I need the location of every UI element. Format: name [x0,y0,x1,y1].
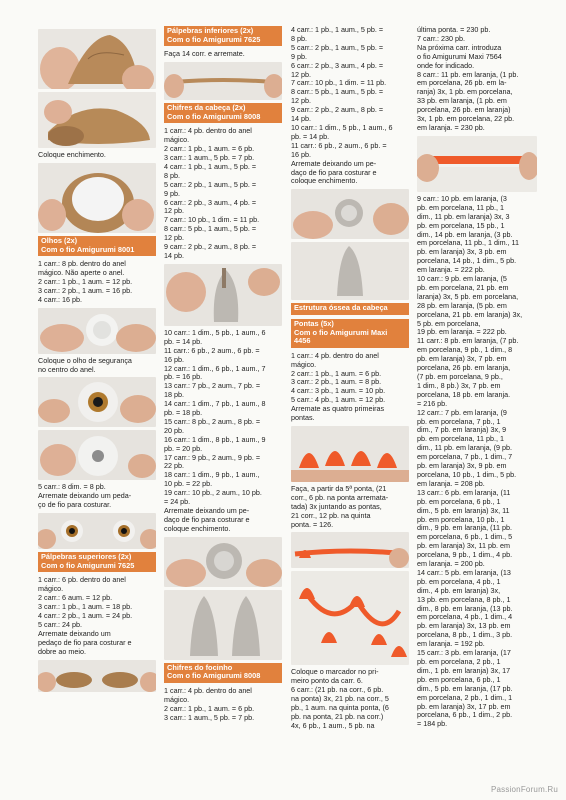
points-instructions: 1 carr.: 4 pb. dentro do anel mágico. 2 carr.: 1 pb., 1 aum. = 6 pb. 3 carr.: 2 pb., 1 aum. = 8 pb. 4 carr.: 3 pb., 1 aum. = 10 pb. 5 carr.: 4 pb., 1 aum. = 12 pb. Arremate as quatro primeiras pontas. [291,351,386,423]
photo-horn-grey [164,264,282,326]
upper-lids-instructions: 1 carr.: 6 pb. dentro do anel mágico. 2 carr.: 6 aum. = 12 pb. 3 carr.: 1 pb., 1 aum. = 18 pb. 4 carr.: 2 pb., 1 aum. = 24 pb. 5 carr.: 24 pb. Arremate deixando um pedaço de fio para costurar e dobre ao meio. [38,576,133,656]
column-4 [417,26,537,730]
photo-upper-lids [38,660,156,692]
rows-instructions: 9 carr.: 10 pb. em laranja, (3 pb. em porcelana, 11 pb., 1 dim., 11 pb. em laranja) 3x, 3 pb. em porcelana, 15 pb., 1 dim., 14 pb. em laranja, (3 pb. em porcelana, 11 pb., 1 dim., 11 pb. em laranja) 3x, 3 pb. em porcelana, 14 pb., 1 dim., 5 pb. em laranja. = 222 pb. 10 carr.: 9 pb. em laranja, (5 pb. em porcelana, 21 pb. em laranja) 3x, 5 pb. em porcelana, 28 pb. em laranja, (5 pb. em porcelana, 21 pb. em laranja) 3x, 5 pb. em porcelana, 19 pb. em laranja. = 222 pb. 11 carr.: 8 pb. em laranja, (7 pb. em porcelana, 9 pb., 1 dim., 8 pb. em laranja) 3x, 7 pb. em porcelana, 26 pb. em laranja, (7 pb. em porcelana, 9 pb., 1 dim., 8 pb.) 3x, 7 pb. em porcelana, 18 pb. em laranja. = 216 pb. 12 carr.: 7 pb. em laranja, (9 pb. em porcelana, 7 pb., 1 dim., 7 pb. em laranja) 3x, 9 pb. em porcelana, 11 pb., 1 dim., 11 pb. em laranja, (9 pb. em porcelana, 7 pb., 1 dim., 7 pb. em laranja) 3x, 9 pb. em porcelana, 10 pb., 1 dim., 5 pb. em laranja. = 208 pb. 13 carr.: 6 pb. em laranja, (11 pb. em porcelana, 6 pb., 1 dim., 5 pb. em laranja) 3x, 11 pb. em porcelana, 10 pb., 1 dim., 9 pb. em laranja, (11 pb. em porcelana, 6 pb., 1 dim., 5 pb. em laranja) 3x, 11 pb. em porcelana, 9 pb., 1 dim., 4 pb. em laranja. = 200 pb. 14 carr.: 5 pb. em laranja, (13 pb. em porcelana, 4 pb., 1 dim., 4 pb. em laranja) 3x, 13 pb. em porcelana, 8 pb., 1 dim., 8 pb. em laranja, (13 pb. em porcelana, 4 pb., 1 dim., 4 pb. em laranja) 3x, 13 pb. em porcelana, 8 pb., 1 dim., 3 pb. em laranja. = 192 pb. 15 carr.: 3 pb. em laranja, (17 pb. em porcelana, 2 pb., 1 dim., 1 pb. em laranja) 3x, 17 pb. em porcelana, 6 pb., 1 dim., 5 pb. em laranja, (17 pb. em porcelana, 2 pb., 1 dim., 1 pb. em laranja) 3x, 17 pb. em porcelana, 6 pb., 1 dim., 2 pb. = 184 pb. [417,194,523,729]
lower-lids-instructions: Faça 14 corr. e arremate. [164,50,245,59]
watermark: PassionForum.Ru [490,785,558,794]
snout-continued: 4 carr.: 1 pb., 1 aum., 5 pb. = 8 pb. 5 carr.: 2 pb., 1 aum., 5 pb. = 9 pb. 6 carr.: 2 pb., 3 aum., 4 pb. = 12 pb. 7 carr.: 10 pb., 1 dim. = 11 pb. 8 carr.: 5 pb., 1 aum., 5 pb. = 12 pb. 9 carr.: 2 pb., 2 aum., 8 pb. = 14 pb. 10 carr.: 1 dim., 5 pb., 1 aum., 6 pb. = 14 pb. 11 carr.: 6 pb., 2 aum., 6 pb. = 16 pb. Arremate deixando um pe- daço de fio para costurar e coloque enchimento. [291,26,393,186]
column-2 [164,26,282,724]
eyes-instructions: 1 carr.: 8 pb. dentro do anel mágico. Não aperte o anel. 2 carr.: 1 pb., 1 aum. = 12 pb. 3 carr.: 2 pb., 1 aum. = 16 pb. 4 carr.: 16 pb. [38,260,133,304]
section-header-eyes: Olhos (2x) Com o fio Amigurumi 8001 [38,236,156,256]
caption-stuffing: Coloque enchimento. [38,151,106,159]
photo-snout-base [291,189,409,239]
eyes-caption: Coloque o olho de segurança no centro do anel. [38,356,132,374]
column-3 [291,26,409,732]
section-header-points: Pontas (5x) Com o fio Amigurumi Maxi 4456 [291,319,409,348]
photo-crochet-cone-2 [38,92,156,148]
photo-snout-horn [291,242,409,300]
photo-two-eyes [38,513,156,549]
section-header-snout: Chifres do focinho Com o fio Amigurumi 8008 [164,663,282,683]
horns-instructions: 1 carr.: 4 pb. dentro do anel mágico. 2 carr.: 1 pb., 1 aum. = 6 pb. 3 carr.: 1 aum., 5 pb. = 7 pb. 4 carr.: 1 pb., 1 aum., 5 pb. = 8 pb. 5 carr.: 2 pb., 1 aum., 5 pb. = 9 pb. 6 carr.: 2 pb., 3 aum., 4 pb. = 12 pb. 7 carr.: 10 pb., 1 dim. = 11 pb. 8 carr.: 5 pb., 1 aum., 5 pb. = 12 pb. 9 carr.: 2 pb., 2 aum., 8 pb. = 14 pb. [164,127,260,260]
horns-instructions-2: 10 carr.: 1 dim., 5 pb., 1 aum., 6 pb. = 14 pb. 11 carr.: 6 pb., 2 aum., 6 pb. = 16 pb. 12 carr.: 1 dim., 6 pb., 1 aum., 7 pb. = 16 pb. 13 carr.: 7 pb., 2 aum., 7 pb. = 18 pb. 14 carr.: 1 dim., 7 pb., 1 aum., 8 pb. = 18 pb. 15 carr.: 8 pb., 2 aum., 8 pb. = 20 pb. 16 carr.: 1 dim., 8 pb., 1 aum., 9 pb. = 20 pb. 17 carr.: 9 pb., 2 aum., 9 pb. = 22 pb. 18 carr.: 1 dim., 9 pb., 1 aum., 10 pb. = 22 pb. 19 carr.: 10 pb., 2 aum., 10 pb. = 24 pb. Arremate deixando um pe- daço de fio para costurar e coloque enchimento. [164,328,266,533]
section-header-lower-lids: Pálpebras inferiores (2x) Com o fio Amigurumi 7625 [164,26,282,46]
photo-points-garland [291,571,409,665]
photo-two-horns [164,590,282,660]
photo-horn-base [164,537,282,587]
points-instructions-2: Faça, a partir da 5ª ponta, (21 corr., 6 pb. na ponta arremata- tada) 3x juntando as pontas, 21 corr., 12 pb. na quinta ponta. = 126. [291,484,389,529]
photo-crochet-cone-1 [38,29,156,89]
rows-continued: última ponta. = 230 pb. 7 carr.: 230 pb. Na próxima carr. introduza o fio Amigurumi Maxi 7564 onde for indicado. 8 carr.: 11 pb. em laranja, (1 pb. em porcelana, 26 pb. em la- ranja) 3x, 1 pb. em porcelana, 33 pb. em laranja, (1 pb. em porcelana, 26 pb. em laranja) 3x, 1 pb. em porcelana, 22 pb. em laranja. = 230 pb. [417,26,519,132]
photo-chain [164,62,282,100]
section-header-bone: Estrutura óssea da cabeça [291,303,409,315]
photo-points-chain [291,532,409,568]
column-1 [38,26,156,695]
photo-eye-safety [38,377,156,427]
snout-instructions: 1 carr.: 4 pb. dentro do anel mágico. 2 carr.: 1 pb., 1 aum. = 6 pb. 3 carr.: 1 aum., 5 pb. = 7 pb. [164,686,255,722]
photo-eye-back [38,430,156,480]
section-header-upper-lids: Pálpebras superiores (2x) Com o fio Amigurumi 7625 [38,552,156,572]
photo-eye-ring [38,308,156,354]
section-header-horns: Chifres da cabeça (2x) Com o fio Amigurumi 8008 [164,103,282,123]
photo-orange-band [417,136,537,192]
eyes-finish: 5 carr.: 8 dim. = 8 pb. Arremate deixando um peda- ço de fio para costurar. [38,483,132,510]
marker-instructions: Coloque o marcador no pri- meiro ponto da carr. 6. 6 carr.: (21 pb. na corr., 6 pb. na ponta) 3x, 21 pb. na corr., 5 pb., 1 aum. na quinta ponta, (6 pb. na ponta, 21 pb. na corr.) 4x, 6 pb., 1 aum., 5 pb. na [291,668,389,730]
photo-orange-points [291,426,409,482]
photo-stuffed-head [38,163,156,233]
